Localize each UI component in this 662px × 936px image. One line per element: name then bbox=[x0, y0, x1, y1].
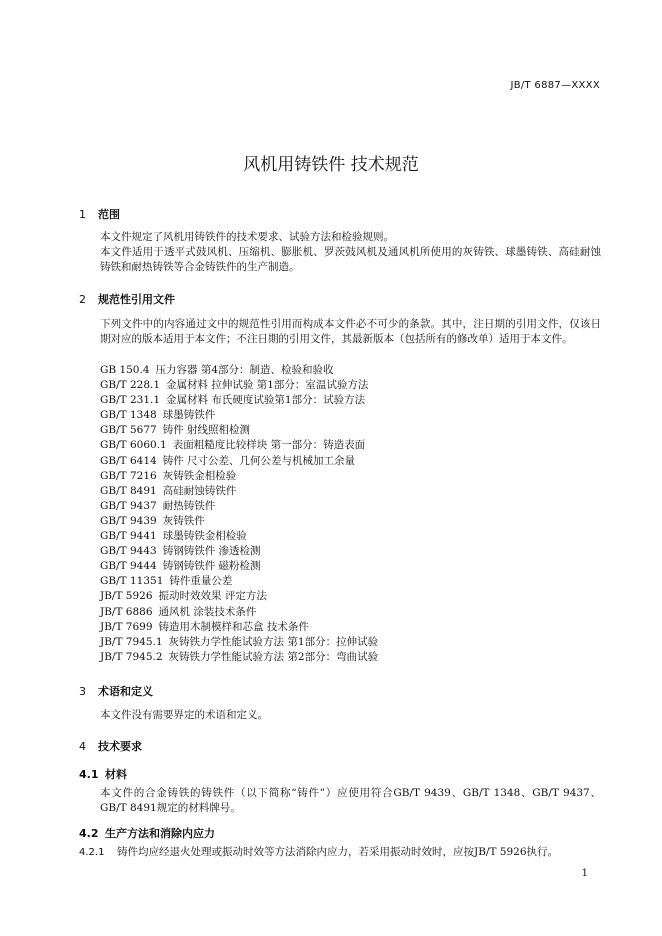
reference-code: GB/T 6414 bbox=[100, 454, 157, 467]
section-number: 1 bbox=[79, 208, 86, 221]
reference-code: GB/T 1348 bbox=[100, 409, 157, 422]
reference-item bbox=[100, 514, 378, 529]
reference-code: JB/T 7699 bbox=[100, 620, 153, 633]
reference-item bbox=[100, 650, 378, 665]
section-2-intro bbox=[79, 317, 601, 347]
subsection-4-2-heading bbox=[79, 825, 215, 841]
reference-title: 铸件 尺寸公差、几何公差与机械加工余量 bbox=[162, 454, 356, 467]
reference-code: GB/T 9439 bbox=[100, 514, 157, 527]
clause-4-2-1 bbox=[79, 845, 601, 860]
section-title: 术语和定义 bbox=[98, 685, 153, 698]
reference-code: GB/T 9444 bbox=[100, 560, 157, 573]
subsection-4-1-heading bbox=[79, 766, 127, 782]
section-3-heading bbox=[79, 683, 153, 699]
section-1-body bbox=[79, 230, 601, 275]
reference-item bbox=[100, 408, 378, 423]
section-title: 范围 bbox=[98, 208, 120, 221]
reference-item bbox=[100, 635, 378, 650]
reference-title: 高硅耐蚀铸铁件 bbox=[162, 484, 237, 497]
section-title: 规范性引用文件 bbox=[98, 293, 175, 306]
reference-code: GB/T 7216 bbox=[100, 469, 157, 482]
reference-title: 铸件 射线照相检测 bbox=[162, 424, 251, 437]
reference-title: 压力容器 第4部分：制造、检验和验收 bbox=[155, 364, 334, 376]
normative-reference-list bbox=[100, 363, 378, 665]
reference-item bbox=[100, 363, 378, 378]
subsection-title: 生产方法和消除内应力 bbox=[105, 827, 215, 840]
paragraph: 本文件规定了风机用铸铁件的技术要求、试验方法和检验规则。 bbox=[100, 231, 394, 243]
subsection-title: 材料 bbox=[105, 768, 127, 781]
paragraph: 本文件适用于透平式鼓风机、压缩机、膨胀机、罗茨鼓风机及通风机所使用的灰铸铁、球墨铸铁、高硅耐蚀铸铁和耐热铸铁等合金铸铁件的生产制造。 bbox=[100, 246, 601, 273]
reference-code: GB/T 231.1 bbox=[100, 394, 161, 407]
reference-title: 灰铸铁件 bbox=[162, 514, 205, 527]
standard-number: JB/T 6887—XXXX bbox=[510, 80, 600, 91]
reference-item bbox=[100, 393, 378, 408]
reference-item bbox=[100, 544, 378, 559]
reference-item bbox=[100, 499, 378, 514]
reference-code: GB 150.4 bbox=[100, 364, 150, 376]
reference-item bbox=[100, 469, 378, 484]
reference-code: GB/T 6060.1 bbox=[100, 439, 167, 452]
paragraph: 本文件没有需要界定的术语和定义。 bbox=[100, 709, 268, 721]
clause-number: 4.2.1 bbox=[79, 847, 105, 858]
reference-code: GB/T 9443 bbox=[100, 545, 157, 558]
reference-title: 灰铸铁金相检验 bbox=[162, 469, 237, 482]
clause-text: 铸件均应经退火处理或振动时效等方法消除内应力，若采用振动时效时，应按JB/T 5926执行。 bbox=[117, 846, 559, 858]
reference-code: GB/T 11351 bbox=[100, 575, 164, 588]
subsection-number: 4.1 bbox=[79, 768, 99, 781]
page-number: 1 bbox=[581, 868, 588, 879]
reference-item bbox=[100, 529, 378, 544]
subsection-4-1-body bbox=[79, 786, 601, 816]
reference-item bbox=[100, 559, 378, 574]
document-title: 风机用铸铁件 技术规范 bbox=[243, 155, 419, 175]
section-number: 2 bbox=[79, 293, 86, 306]
reference-title: 铸钢铸铁件 磁粉检测 bbox=[162, 560, 261, 573]
section-2-heading bbox=[79, 291, 175, 307]
reference-title: 金属材料 布氏硬度试验第1部分：试验方法 bbox=[166, 394, 366, 407]
reference-item bbox=[100, 574, 378, 589]
paragraph: 本文件的合金铸铁的铸铁件（以下简称“铸件”）应使用符合GB/T 9439、GB/T 1348、GB/T 9437、GB/T 8491规定的材料牌号。 bbox=[100, 787, 601, 814]
section-1-heading bbox=[79, 206, 120, 222]
reference-item bbox=[100, 589, 378, 604]
section-3-body bbox=[79, 708, 601, 723]
reference-title: 灰铸铁力学性能试验方法 第2部分：弯曲试验 bbox=[168, 650, 379, 663]
reference-item bbox=[100, 484, 378, 499]
reference-item bbox=[100, 454, 378, 469]
reference-title: 球墨铸铁件 bbox=[162, 409, 216, 422]
reference-title: 通风机 涂装技术条件 bbox=[158, 605, 257, 618]
reference-item bbox=[100, 378, 378, 393]
subsection-number: 4.2 bbox=[79, 827, 99, 840]
reference-title: 铸钢铸铁件 渗透检测 bbox=[162, 545, 261, 558]
reference-item bbox=[100, 605, 378, 620]
reference-title: 铸造用木制模样和芯盒 技术条件 bbox=[158, 620, 309, 633]
reference-title: 表面粗糙度比较样块 第一部分：铸造表面 bbox=[172, 439, 366, 452]
reference-item bbox=[100, 620, 378, 635]
section-title: 技术要求 bbox=[98, 740, 142, 753]
reference-title: 铸件重量公差 bbox=[169, 575, 233, 588]
reference-code: GB/T 9437 bbox=[100, 499, 157, 512]
paragraph: 下列文件中的内容通过文中的规范性引用而构成本文件必不可少的条款。其中，注日期的引用文件，仅该日期对应的版本适用于本文件；不注日期的引用文件，其最新版本（包括所有的修改单）适用于本文件。 bbox=[100, 318, 601, 345]
reference-code: JB/T 6886 bbox=[100, 605, 153, 618]
reference-title: 灰铸铁力学性能试验方法 第1部分：拉伸试验 bbox=[168, 635, 379, 648]
reference-code: JB/T 7945.1 bbox=[100, 635, 163, 648]
reference-title: 球墨铸铁金相检验 bbox=[162, 530, 247, 543]
reference-item bbox=[100, 438, 378, 453]
section-number: 4 bbox=[79, 740, 86, 753]
reference-code: JB/T 7945.2 bbox=[100, 650, 163, 663]
reference-code: GB/T 9441 bbox=[100, 530, 157, 543]
reference-code: GB/T 5677 bbox=[100, 424, 157, 437]
section-number: 3 bbox=[79, 685, 86, 698]
reference-title: 金属材料 拉伸试验 第1部分：室温试验方法 bbox=[166, 379, 369, 392]
reference-code: GB/T 8491 bbox=[100, 484, 157, 497]
reference-code: GB/T 228.1 bbox=[100, 379, 161, 392]
reference-title: 振动时效效果 评定方法 bbox=[158, 590, 267, 603]
reference-title: 耐热铸铁件 bbox=[162, 499, 216, 512]
section-4-heading bbox=[79, 738, 142, 754]
reference-code: JB/T 5926 bbox=[100, 590, 153, 603]
reference-item bbox=[100, 423, 378, 438]
